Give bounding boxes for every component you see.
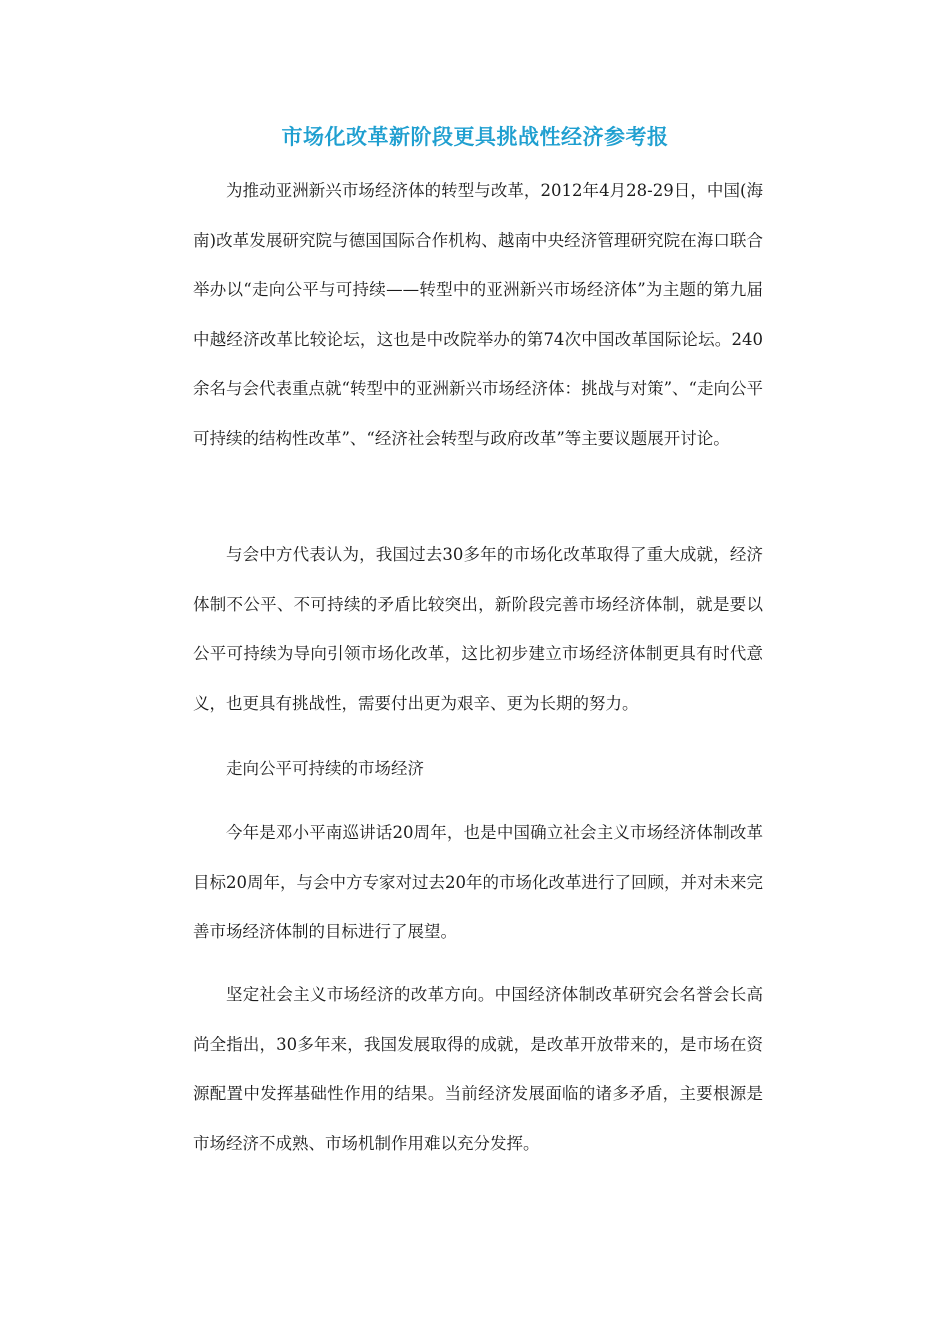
paragraph-anniversary: 今年是邓小平南巡讲话20周年，也是中国确立社会主义市场经济体制改革目标20周年，与会中方专家对过去20年的市场化改革进行了回顾，并对未来完善市场经济体制的目标进行了展望。 xyxy=(193,823,763,941)
paragraph-intro: 为推动亚洲新兴市场经济体的转型与改革，2012年4月28-29日，中国(海南)改革发展研究院与德国国际合作机构、越南中央经济管理研究院在海口联合举办以“走向公平与可持续——转型中的亚洲新兴市场经济体”为主题的第九届中越经济改革比较论坛，这也是中改院举办的第74次中国改革国际论坛。240余名与会代表重点就“转型中的亚洲新兴市场经济体：挑战与对策”、“走向公平可持续的结构性改革”、“经济社会转型与政府改革”等主要议题展开讨论。 xyxy=(193,181,763,448)
paragraph-reform-direction: 坚定社会主义市场经济的改革方向。中国经济体制改革研究会名誉会长高尚全指出，30多年来，我国发展取得的成就，是改革开放带来的，是市场在资源配置中发挥基础性作用的结果。当前经济发展面临的诸多矛盾，主要根源是市场经济不成熟、市场机制作用难以充分发挥。 xyxy=(193,985,763,1153)
paragraph-chinese-delegates-view: 与会中方代表认为，我国过去30多年的市场化改革取得了重大成就，经济体制不公平、不可持续的矛盾比较突出，新阶段完善市场经济体制，就是要以公平可持续为导向引领市场化改革，这比初步建立市场经济体制更具有时代意义，也更具有挑战性，需要付出更为艰辛、更为长期的努力。 xyxy=(193,545,763,713)
article-title: 市场化改革新阶段更具挑战性经济参考报 xyxy=(281,124,669,149)
section-heading: 走向公平可持续的市场经济 xyxy=(226,759,424,778)
